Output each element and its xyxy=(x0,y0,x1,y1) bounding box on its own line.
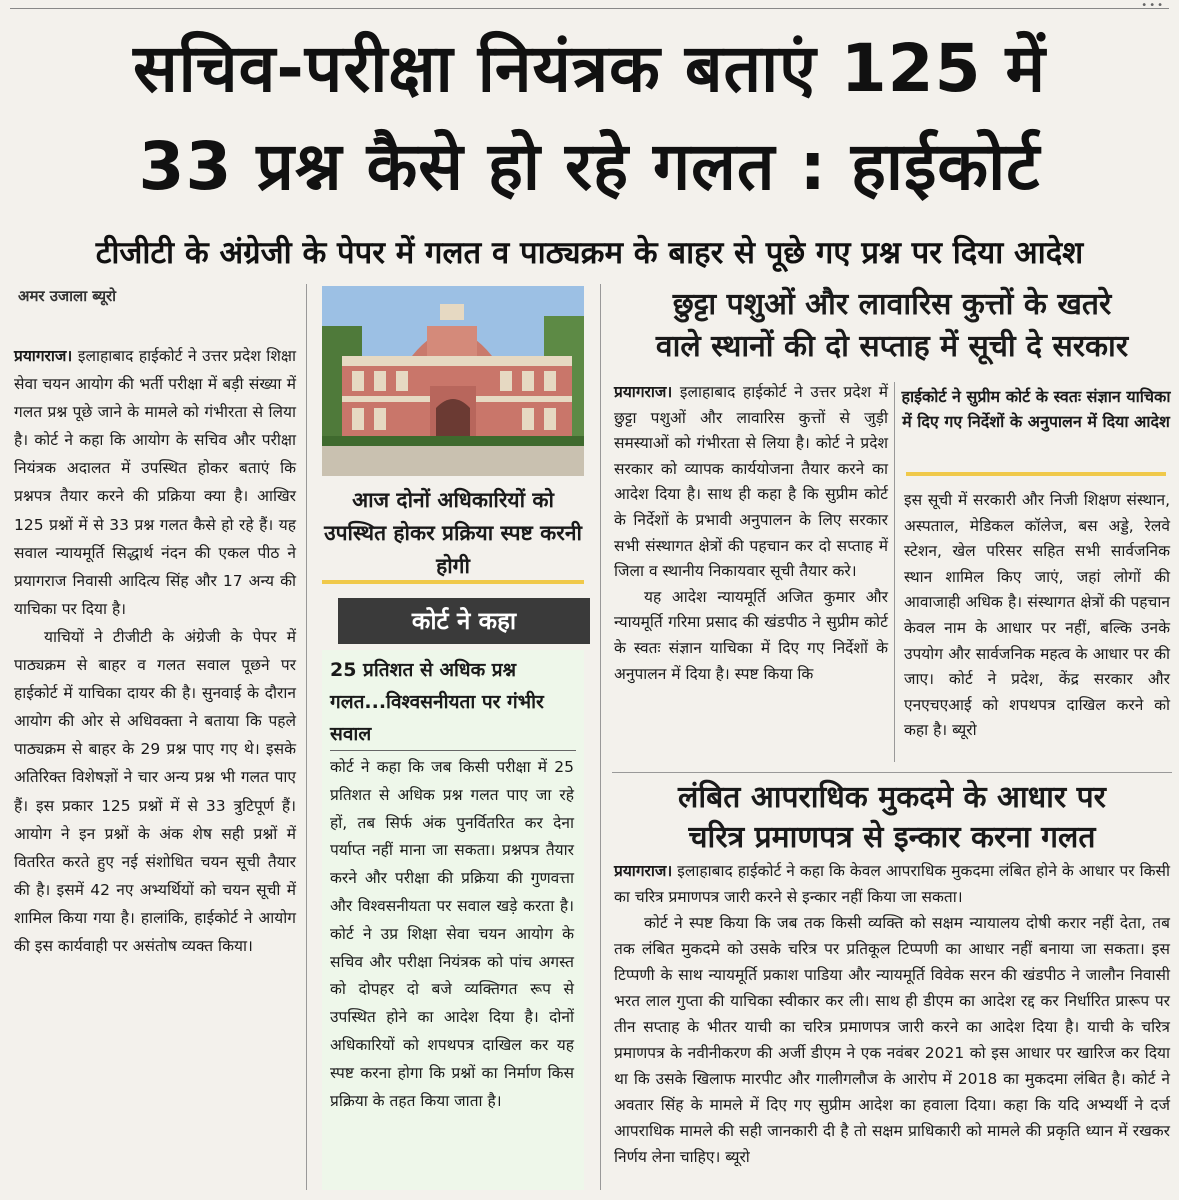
story2-headline-line1: छुट्टा पशुओं और लावारिस कुत्तों के खतरे xyxy=(672,287,1112,322)
story2-para3: इस सूची में सरकारी और निजी शिक्षण संस्थान, अस्पताल, मेडिकल कॉलेज, बस अड्डे, रेलवे स्टेशन, खेल परिसर सहित सभी सार्वजनिक स्थान शामिल किए जाएं, जहां लोगों की आवाजाही अधिक है। संस्थागत क्षेत्रों की पहचान केवल नाम के आधार पर नहीं, बल्कि उनके उपयोग और सार्वजनिक महत्व के आधार पर की जाए। कोर्ट ने प्रदेश, केंद्र सरकार और एनएचएआई को शपथपत्र दाखिल करने को कहा है। ब्यूरो xyxy=(904,491,1170,740)
caption-underline xyxy=(322,580,584,584)
court-said-body: कोर्ट ने कहा कि जब किसी परीक्षा में 25 प्रतिशत से अधिक प्रश्न गलत पाए जा रहे हों, तब सिर्फ अंक पुनर्वितरित कर देना पर्याप्त नहीं माना जा सकता। प्रश्नपत्र तैयार करने और परीक्षा की प्रक्रिया की गुणवत्ता और विश्वसनीयता पर सवाल खड़े करता है। कोर्ट ने उप्र शिक्षा सेवा चयन आयोग के सचिव और परीक्षा नियंत्रक को पांच अगस्त को दोपहर दो बजे व्यक्तिगत रूप से उपस्थित होने का आदेश दिया है। दोनों अधिकारियों को शपथपत्र दाखिल कर यह स्पष्ट करना होगा कि प्रश्नों का निर्माण किस प्रक्रिया के तहत किया जाता है। xyxy=(330,758,574,1110)
main-headline-line1: सचिव-परीक्षा नियंत्रक बताएं 125 में xyxy=(133,30,1046,107)
top-dots: ••• xyxy=(1141,0,1165,11)
kicker-underline xyxy=(906,472,1166,476)
top-rule xyxy=(10,8,1169,9)
main-story-para2: याचियों ने टीजीटी के अंग्रेजी के पेपर में पाठ्यक्रम से बाहर व गलत सवाल पूछने पर हाईकोर्ट में याचिका दायर की है। सुनवाई के दौरान आयोग की ओर से अधिवक्ता ने बताया कि पहले पाठ्यक्रम से बाहर के 29 प्रश्न पाए गए थे। इसके अतिरिक्त विशेषज्ञों ने चार अन्य प्रश्न भी गलत पाए हैं। इस प्रकार 125 प्रश्नों में से 33 त्रुटिपूर्ण हैं। आयोग ने इन प्रश्नों के अंक शेष सही प्रश्नों में वितरित करते हुए नई संशोधित चयन सूची तैयार की है। इसमें 42 नए अभ्यर्थियों को चयन सूची में शामिल किया गया है। हालांकि, हाईकोर्ट ने आयोग की इस कार्यवाही पर असंतोष व्यक्त किया। xyxy=(14,627,296,955)
story2-kicker: हाईकोर्ट ने सुप्रीम कोर्ट के स्वतः संज्ञान याचिका में दिए गए निर्देशों के अनुपालन में दिया आदेश xyxy=(901,387,1171,431)
dateline: प्रयागराज। xyxy=(14,347,73,365)
dateline: प्रयागराज। xyxy=(614,383,673,401)
column-rule xyxy=(894,382,895,762)
story2-para2: यह आदेश न्यायमूर्ति अजित कुमार और न्यायमूर्ति गरिमा प्रसाद की खंडपीठ ने सुप्रीम कोर्ट के स्वतः संज्ञान याचिका में दिए गए निर्देशों के अनुपालन में दिया है। स्पष्ट किया कि xyxy=(614,587,888,683)
story-divider xyxy=(612,772,1172,773)
story3-headline-line2: चरित्र प्रमाणपत्र से इन्कार करना गलत xyxy=(688,820,1096,855)
photo-caption: आज दोनों अधिकारियों को उपस्थित होकर प्रक्रिया स्पष्ट करनी होगी xyxy=(324,488,582,578)
story2-headline-line2: वाले स्थानों की दो सप्ताह में सूची दे सरकार xyxy=(655,329,1129,364)
story2-headline xyxy=(612,284,1172,368)
story3-para1 xyxy=(614,858,1170,910)
byline: अमर उजाला ब्यूरो xyxy=(18,287,117,305)
main-story-body xyxy=(14,342,296,960)
column-rule xyxy=(600,284,601,1190)
court-said-rule xyxy=(330,750,576,751)
story2-body-col1 xyxy=(614,380,888,687)
court-said-headline: 25 प्रतिशत से अधिक प्रश्न गलत...विश्वसनीयता पर गंभीर सवाल xyxy=(330,659,544,745)
headline-deck: टीजीटी के अंग्रेजी के पेपर में गलत व पाठ्यक्रम के बाहर से पूछे गए प्रश्न पर दिया आदेश xyxy=(95,235,1084,271)
column-rule xyxy=(306,284,307,1190)
story3-body xyxy=(614,858,1170,1170)
story3-headline xyxy=(612,778,1172,858)
para-text: इलाहाबाद हाईकोर्ट ने कहा कि केवल आपराधिक मुकदमा लंबित होने के आधार पर किसी का चरित्र प्रमाणपत्र जारी करने से इन्कार नहीं किया जा सकता। xyxy=(614,862,1170,906)
dateline: प्रयागराज। xyxy=(614,862,673,880)
main-story-para1 xyxy=(14,342,296,623)
para-text: इलाहाबाद हाईकोर्ट ने उत्तर प्रदेश शिक्षा सेवा चयन आयोग की भर्ती परीक्षा में बड़ी संख्या में गलत प्रश्न पूछे जाने के मामले को गंभीरता से लिया है। कोर्ट ने कहा कि आयोग के सचिव और परीक्षा नियंत्रक अदालत में उपस्थित होकर बताएं कि प्रश्नपत्र तैयार करने की प्रक्रिया क्या है। आखिर 125 प्रश्नों में से 33 प्रश्न गलत कैसे हो रहे हैं। यह सवाल न्यायमूर्ति सिद्धार्थ नंदन की एकल पीठ ने प्रयागराज निवासी आदित्य सिंह और 17 अन्य की याचिका पर दिया है। xyxy=(14,347,296,618)
para-text: इलाहाबाद हाईकोर्ट ने उत्तर प्रदेश में छुट्टा पशुओं और लावारिस कुत्तों से जुड़ी समस्याओं को गंभीरता से लिया है। कोर्ट ने प्रदेश सरकार को व्यापक कार्ययोजना तैयार करने का आदेश दिया है। साथ ही कहा है कि सुप्रीम कोर्ट के निर्देशों के प्रभावी अनुपालन के लिए सरकार सभी संस्थागत क्षेत्रों की पहचान कर दो सप्ताह में जिला व स्थानीय निकायवार सूची तैयार करे। xyxy=(614,383,888,581)
high-court-photo xyxy=(322,286,584,476)
court-said-label: कोर्ट ने कहा xyxy=(338,598,590,644)
story2-para1 xyxy=(614,380,888,585)
main-headline-line2: 33 प्रश्न कैसे हो रहे गलत : हाईकोर्ट xyxy=(138,128,1041,205)
story3-para2: कोर्ट ने स्पष्ट किया कि जब तक किसी व्यक्ति को सक्षम न्यायालय दोषी करार नहीं देता, तब तक लंबित मुकदमे को उसके चरित्र पर प्रतिकूल टिप्पणी का आधार नहीं बनाया जा सकता। इस टिप्पणी के साथ न्यायमूर्ति प्रकाश पाडिया और न्यायमूर्ति विवेक सरन की खंडपीठ ने जालौन निवासी भरत लाल गुप्ता की याचिका स्वीकार कर ली। साथ ही डीएम का आदेश रद्द कर निर्धारित प्रारूप पर तीन सप्ताह के भीतर याची का चरित्र प्रमाणपत्र जारी करने का आदेश दिया है। याची के चरित्र प्रमाणपत्र के नवीनीकरण की अर्जी डीएम ने एक नवंबर 2021 को इस आधार पर खारिज कर दिया था कि उसके खिलाफ मारपीट और गालीगलौज के आरोप में 2018 का मुकदमा लंबित है। कोर्ट ने अवतार सिंह के मामले में दिए गए सुप्रीम आदेश का हवाला दिया। कहा कि यदि अभ्यर्थी ने दर्ज आपराधिक मामले की सही जानकारी दी है तो सक्षम प्राधिकारी को मामले की प्रकृति ध्यान में रखकर निर्णय लेना चाहिए। ब्यूरो xyxy=(614,914,1170,1166)
story3-headline-line1: लंबित आपराधिक मुकदमे के आधार पर xyxy=(678,780,1106,815)
